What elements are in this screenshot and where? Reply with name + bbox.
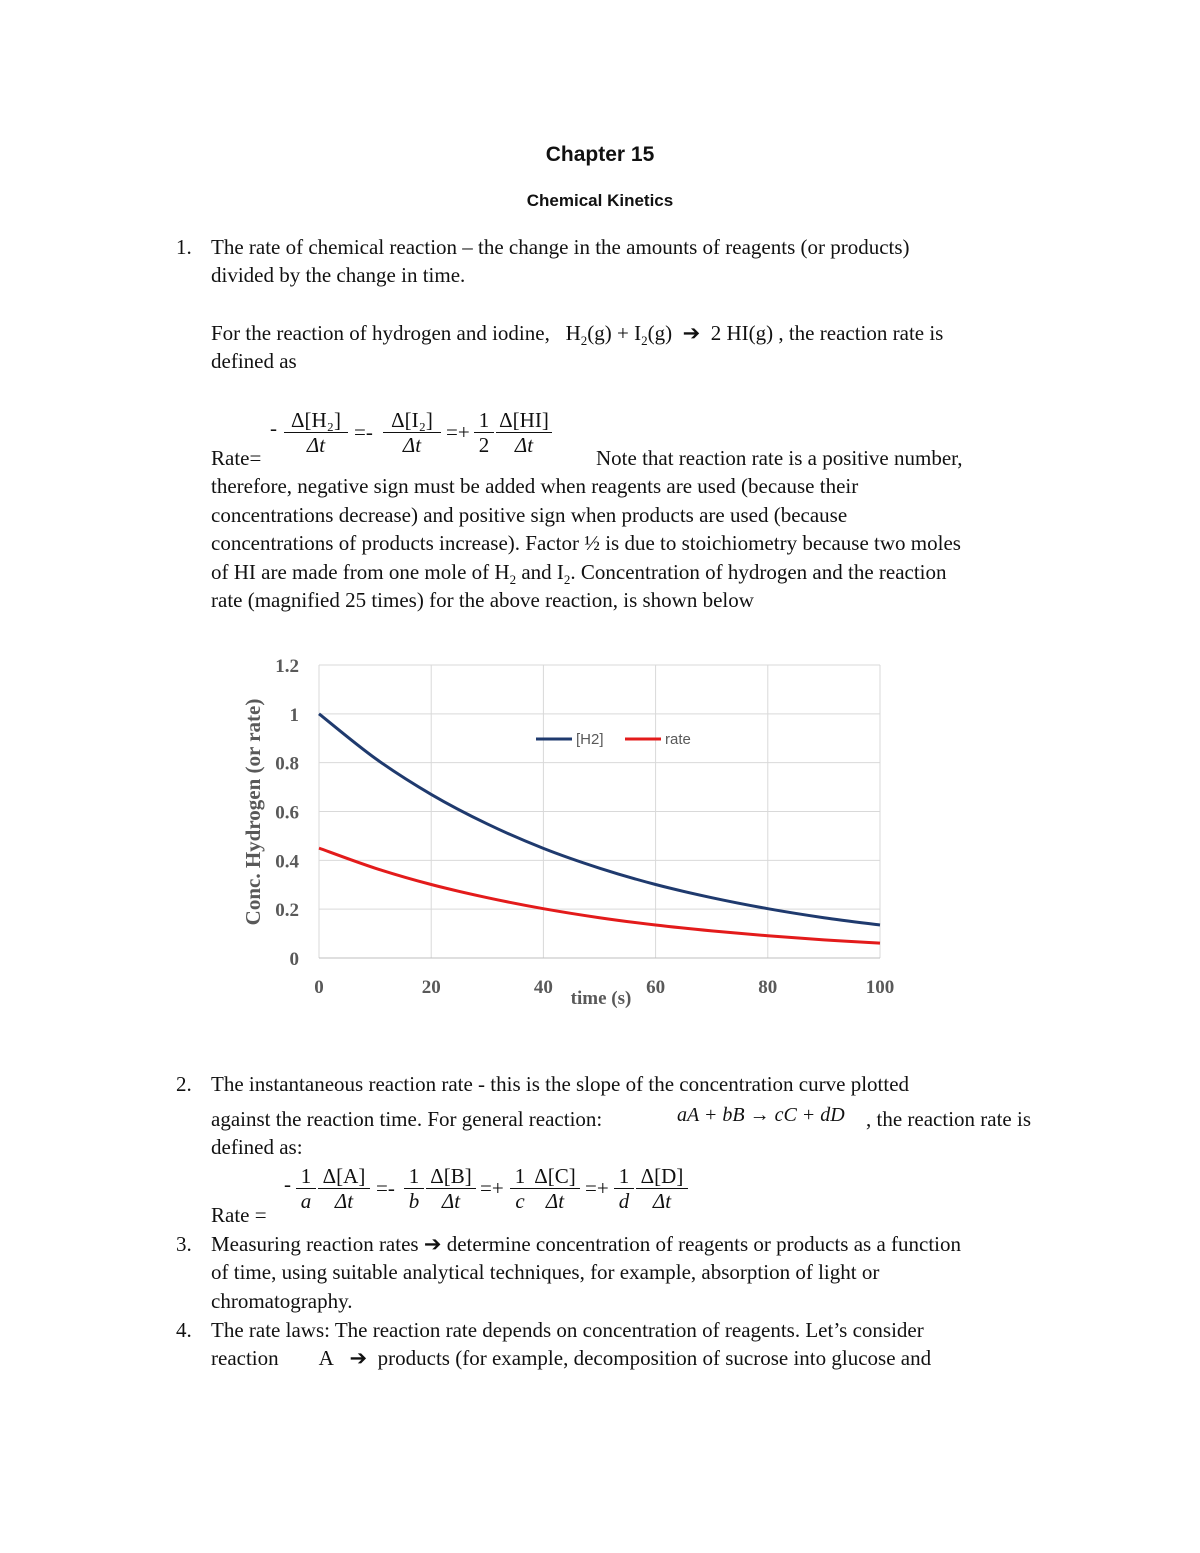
arrow-icon: ➔ [682,321,701,345]
equals-minus: =- [354,420,373,444]
y-tick-label: 0.4 [275,851,299,873]
chart-background [220,645,915,1010]
y-tick-label: 0.6 [275,802,299,824]
reaction-equation: $H_2(g) + I_2(g)$ ➔ 2 HI(g) [565,321,774,349]
x-axis-title: time (s) [570,988,632,1009]
x-tick-label: 40 [533,977,553,998]
fraction-i2: $\frac{\text{Δ[I₂]}}{\Delta t}$ [383,408,441,457]
equals-minus-2: =- [376,1176,395,1200]
y-tick-label: 1.2 [275,656,299,677]
item-1-number: 1. [176,235,192,259]
item-2-line-2b: , the reaction rate is [866,1107,1032,1131]
minus-sign-2: - [284,1172,291,1196]
item-2-line-1: The instantaneous reaction rate - this is the slope of the concentration curve plotted [211,1072,910,1096]
item-1-line-2: divided by the change in time. [211,263,466,287]
x-tick-label: 20 [421,977,441,998]
item-3-line-1: Measuring reaction rates ➔ determine concentration of reagents or products as a function [211,1232,962,1256]
coef-a: $\frac{1}{a}$ [296,1164,316,1213]
equals-plus: =+ [446,420,470,444]
item-2-line-3: defined as: [211,1135,303,1159]
item-1-reaction-line [211,319,943,355]
coef-d: $\frac{1}{d}$ [614,1164,634,1213]
chapter-subtitle: Chemical Kinetics [526,191,674,210]
y-tick-label: 1 [289,704,299,726]
note-text: Note that reaction rate is a positive number, [596,446,963,470]
paragraph-line-4: of HI are made from one mole of $H_2$ and $I_2$. Concentration of hydrogen and the reaction [211,560,947,588]
equals-plus-2a: =+ [480,1176,504,1200]
reaction-intro: For the reaction of hydrogen and iodine, [211,321,550,345]
minus-sign: - [270,416,277,440]
x-tick-label: 80 [758,977,778,998]
fraction-hi: $\frac{\Delta[HI]}{\Delta t}$ [496,408,552,457]
fraction-a: $\frac{\Delta[A]}{\Delta t}$ [318,1164,370,1213]
x-tick-label: 60 [646,977,666,998]
half-coefficient: $\frac{1}{2}$ [474,408,494,457]
paragraph-line-1: therefore, negative sign must be added when reagents are used (because their [211,474,859,498]
concentration-chart [220,645,915,1010]
item-3-number: 3. [176,1232,192,1256]
fraction-h2: $\frac{\text{Δ[H₂]}}{\Delta t}$ [284,408,348,457]
paragraph-line-3: concentrations of products increase). Factor ½ is due to stoichiometry because two moles [211,531,961,555]
coef-b: $\frac{1}{b}$ [404,1164,424,1213]
chapter-title: Chapter 15 [545,143,655,166]
y-axis-title: Conc. Hydrogen (or rate) [241,698,265,926]
item-3-line-3: chromatography. [211,1289,353,1313]
legend-label: [H2] [576,731,604,748]
x-tick-label: 0 [314,977,324,998]
coef-c: $\frac{1}{c}$ [510,1164,530,1213]
general-reaction-equation: aA + bB → cC + dD [677,1104,845,1126]
y-tick-label: 0.8 [275,753,299,775]
y-tick-label: 0 [289,949,299,970]
rate-label: Rate= [211,446,262,470]
x-tick-label: 100 [865,977,895,998]
arrow-icon: ➔ [349,1346,368,1370]
fraction-c: $\frac{\Delta[C]}{\Delta t}$ [530,1164,580,1213]
fraction-b: $\frac{\Delta[B]}{\Delta t}$ [426,1164,476,1213]
item-3-line-2: of time, using suitable analytical techniques, for example, absorption of light or [211,1260,880,1284]
item-1-line-1: The rate of chemical reaction – the change in the amounts of reagents (or products) [211,235,910,259]
equals-plus-2b: =+ [585,1176,609,1200]
y-tick-label: 0.2 [275,900,299,922]
fraction-d: $\frac{\Delta[D]}{\Delta t}$ [636,1164,688,1213]
rate-label-2: Rate = [211,1203,267,1227]
paragraph-line-2: concentrations decrease) and positive sign when products are used (because [211,503,848,527]
item-4-number: 4. [176,1318,192,1342]
legend-label: rate [665,731,691,748]
item-2-line-2a: against the reaction time. For general reaction: [211,1107,603,1131]
reaction-outro: , the reaction rate is [778,321,944,345]
item-4-line-2: reaction A ➔ products (for example, decomposition of sucrose into glucose and [211,1346,932,1370]
paragraph-line-5: rate (magnified 25 times) for the above reaction, is shown below [211,588,754,612]
item-2-number: 2. [176,1072,192,1096]
arrow-icon: ➔ [423,1232,442,1256]
item-1-line-4: defined as [211,349,297,373]
item-4-line-1: The rate laws: The reaction rate depends on concentration of reagents. Let’s consider [211,1318,924,1342]
